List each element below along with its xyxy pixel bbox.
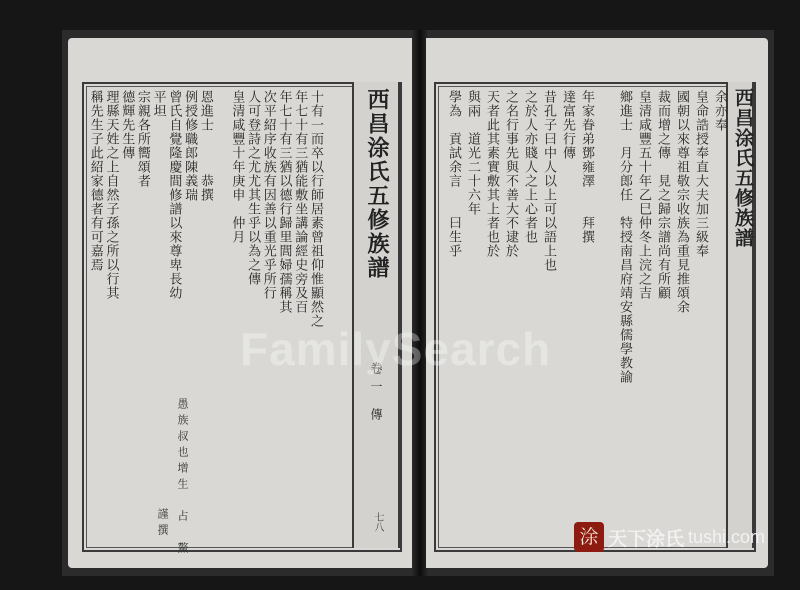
text-column: 余亦奉 <box>712 90 727 132</box>
text-column: 次平紹序收族有因善以重光乎所行 <box>261 90 276 300</box>
text-column: 德輝先生傳 <box>119 90 135 160</box>
text-column: 之於人亦賤人之上心者也 <box>522 90 537 244</box>
text-column: 天者此其素實敷其上者也於 <box>484 90 499 258</box>
left-page <box>68 38 416 568</box>
text-column: 恩進士 恭撰 <box>198 90 213 202</box>
text-column: 年七十有三猶能敷坐講論經史旁及百 <box>292 90 308 314</box>
left-banner-page-number: 七八 <box>372 512 383 532</box>
text-column: 學為 貢試余言 曰生乎 <box>446 90 461 258</box>
text-column <box>214 90 230 540</box>
seal-glyph: 涂 <box>579 526 599 548</box>
left-page-text <box>88 90 324 540</box>
text-column <box>595 90 614 540</box>
text-column: 國朝以來尊祖敬宗收族為重見推頌余 <box>674 90 689 314</box>
text-column: 鄉進士 月分郎任 特授南昌府靖安縣儒學教諭 <box>617 90 632 384</box>
right-page-text <box>440 90 728 540</box>
site-brand: 天下涂氏 <box>608 527 685 550</box>
text-column: 皇命誥授奉直大夫加三級奉 <box>693 90 708 258</box>
left-author-sign: 謹撰 <box>156 508 169 540</box>
text-column: 年七十有三猶以德行歸里閭婦孺稱其 <box>276 90 292 314</box>
text-column: 曾氏自覺隆慶間修譜以來尊卑長幼 <box>166 90 182 300</box>
left-banner-title: 西昌涂氏五修族譜 <box>364 88 390 280</box>
text-column: 宗親各所嚮頌者 <box>135 90 150 188</box>
site-logo[interactable] <box>574 520 794 554</box>
text-column: 十有一而卒以行師居素曾祖仰惟顯然之 <box>308 90 323 328</box>
book-spread <box>62 30 774 576</box>
right-page <box>426 38 768 568</box>
text-column: 人可登詩之尤尤其生乎以為之傳 <box>245 90 261 286</box>
text-column: 平坦 <box>150 90 166 118</box>
text-column: 裁而增之傳 見之歸宗譜尚有所顧 <box>655 90 670 300</box>
text-column: 之名行事先與不善大不逮於 <box>503 90 518 258</box>
text-column: 稱先生子此紹家德者有可嘉焉 <box>87 90 103 272</box>
right-page-banner <box>726 82 754 548</box>
text-column: 昔孔子曰中人以上可以語上也 <box>541 90 556 272</box>
site-domain: tushi.com <box>688 526 766 547</box>
text-column: 年家眷弟鄧雍澤 拜撰 <box>579 90 594 244</box>
text-column: 與兩 道光二十六年 <box>465 90 480 258</box>
left-author-line: 愚族叔也增生 占 鰲 <box>176 398 189 558</box>
text-column: 皇清咸豐十年庚申 仲月 <box>229 90 245 244</box>
watermark-text: FamilySearch <box>240 323 552 375</box>
text-column: 皇清咸豐五十年乙巳仲冬上浣之吉 <box>636 90 651 300</box>
left-banner-section: 卷一 傳 <box>369 362 383 426</box>
right-banner-title: 西昌涂氏五修族譜 <box>732 88 754 248</box>
left-page-banner <box>352 82 400 548</box>
seal-icon <box>574 522 604 552</box>
text-column: 達富先行傳 <box>560 90 575 160</box>
text-column: 例授修職郎陳義瑞 <box>182 90 198 202</box>
text-column: 理縣天姓之上自然子孫之所以行其 <box>103 90 119 300</box>
